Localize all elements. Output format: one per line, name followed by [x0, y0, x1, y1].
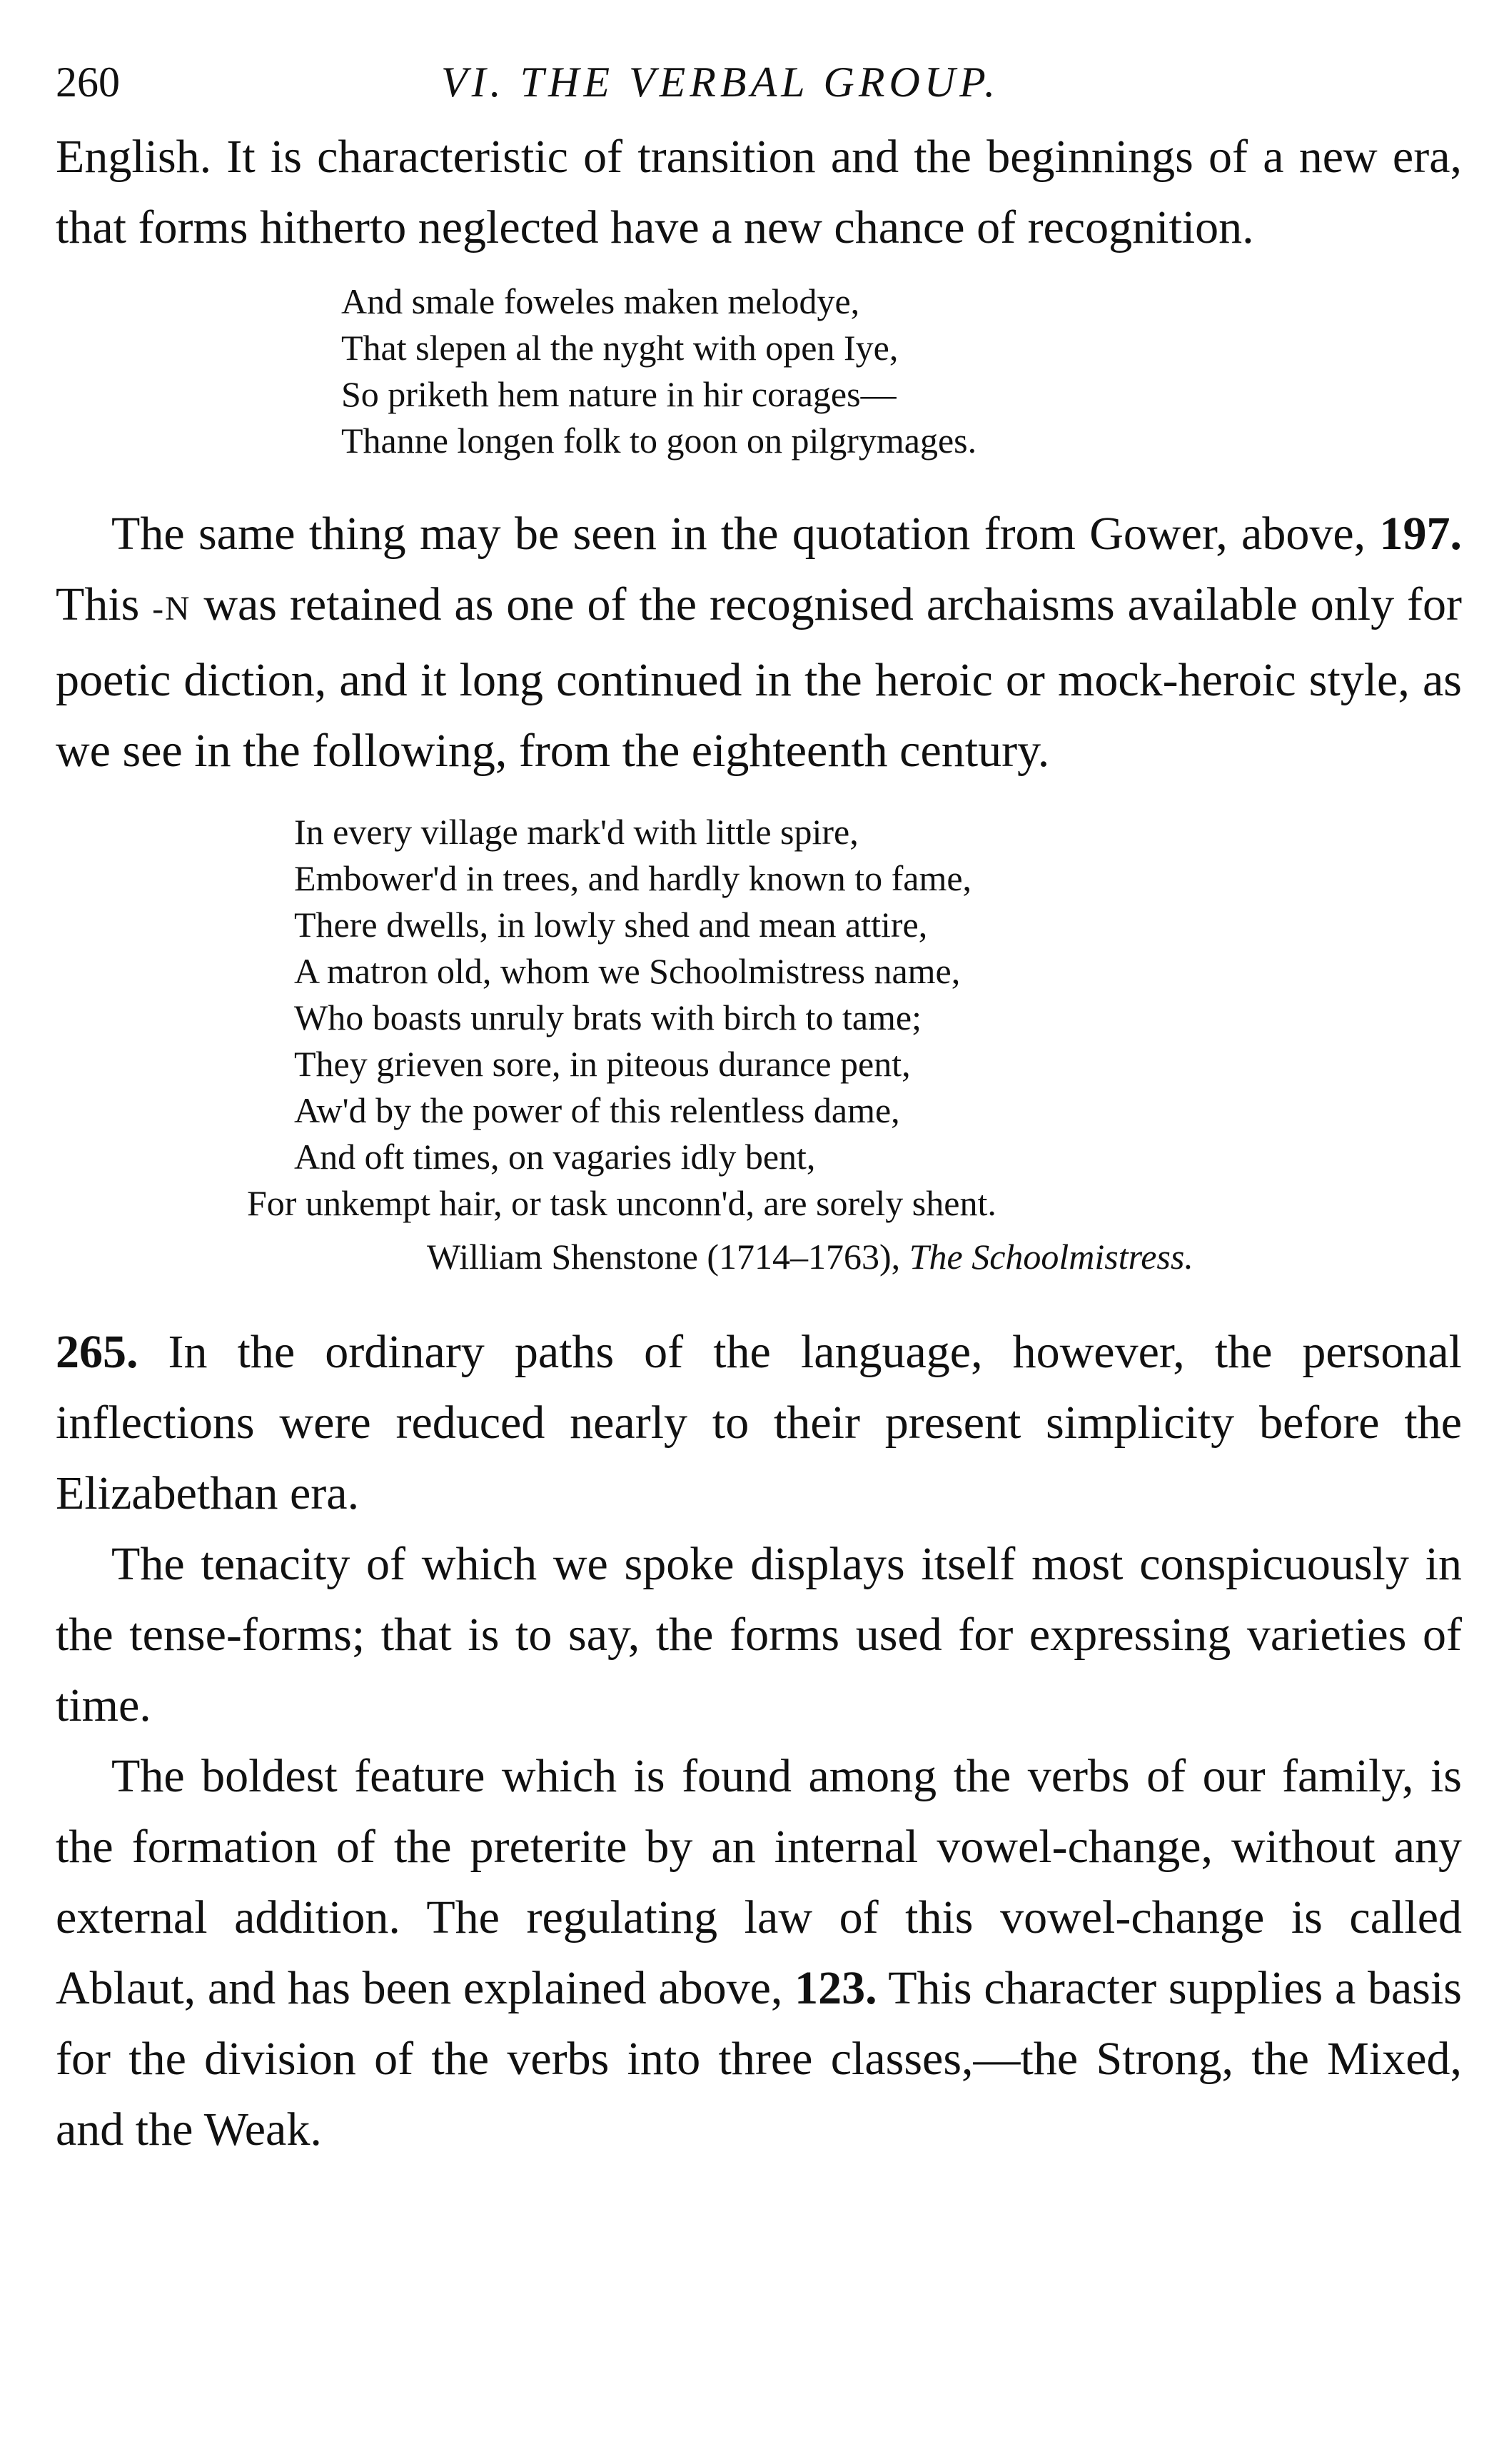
page-body	[56, 121, 1462, 2165]
section-reference: 123.	[794, 1962, 877, 2014]
verse-line: In every village mark'd with little spire,	[294, 812, 859, 852]
section-number: 265.	[56, 1326, 138, 1378]
verse-line: There dwells, in lowly shed and mean attire,	[294, 905, 928, 945]
verse-line: That slepen al the nyght with open Iye,	[341, 328, 899, 368]
attribution-author: William Shenstone (1714–1763),	[427, 1237, 909, 1277]
verse-line: So priketh hem nature in hir corages—	[341, 374, 897, 414]
verse-line: Thanne longen folk to goon on pilgrymages.	[341, 421, 977, 461]
suffix-term: -N	[152, 590, 191, 628]
verse-line: Embower'd in trees, and hardly known to fame,	[294, 858, 972, 898]
paragraph-section-265	[56, 1317, 1462, 1529]
book-page	[56, 43, 1462, 2165]
verse-line: Who boasts unruly brats with birch to tame;	[294, 997, 922, 1037]
paragraph-transition: English. It is characteristic of transition and the beginnings of a new era, that forms hitherto neglected have a new chance of recognition.	[56, 131, 1462, 253]
paragraph-gower	[56, 498, 1462, 786]
section-reference: 197.	[1379, 508, 1462, 560]
paragraph-tenacity: The tenacity of which we spoke displays itself most conspicuously in the tense-forms; that is to say, the forms used for expressing varieties of time.	[56, 1538, 1462, 1731]
verse-line: For unkempt hair, or task unconn'd, are sorely shent.	[247, 1183, 996, 1223]
paragraph-text: The same thing may be seen in the quotation from Gower, above,	[111, 508, 1380, 560]
attribution-work: The Schoolmistress.	[909, 1237, 1193, 1277]
paragraph-text: This	[56, 578, 153, 630]
page-number: 260	[56, 59, 120, 106]
verse-shenstone	[56, 809, 1462, 1227]
verse-line: A matron old, whom we Schoolmistress name,	[294, 951, 961, 991]
paragraph-text: The boldest feature which is found among the verbs of our family, is the formation of the preterite by an internal vowel-change, without any external addition. The regulating law of this vowel-change is called Ablaut, and has been explained above,	[56, 1750, 1462, 2014]
running-head	[56, 43, 1462, 121]
verse-line: And oft times, on vagaries idly bent,	[294, 1137, 816, 1177]
paragraph-text: This character supplies a basis for the division of the verbs into three classes,—the Strong, the Mixed, and the Weak.	[56, 1962, 1462, 2156]
paragraph-text: was retained as one of the recognised archaisms available only for poetic diction, and it long continued in the heroic or mock-heroic style, as we see in the following, from the eighteenth century.	[56, 578, 1463, 777]
verse-chaucer	[56, 278, 1462, 464]
chapter-title: VI. THE VERBAL GROUP.	[441, 59, 1000, 106]
paragraph-text: In the ordinary paths of the language, however, the personal inflections were reduced nearly to their present simplicity before the Elizabethan era.	[56, 1326, 1462, 1519]
verse-line: They grieven sore, in piteous durance pent,	[294, 1044, 911, 1084]
verse-line: And smale foweles maken melodye,	[341, 281, 860, 321]
verse-line: Aw'd by the power of this relentless dame,	[294, 1090, 900, 1130]
paragraph-ablaut	[56, 1741, 1462, 2165]
attribution	[56, 1231, 1462, 1282]
